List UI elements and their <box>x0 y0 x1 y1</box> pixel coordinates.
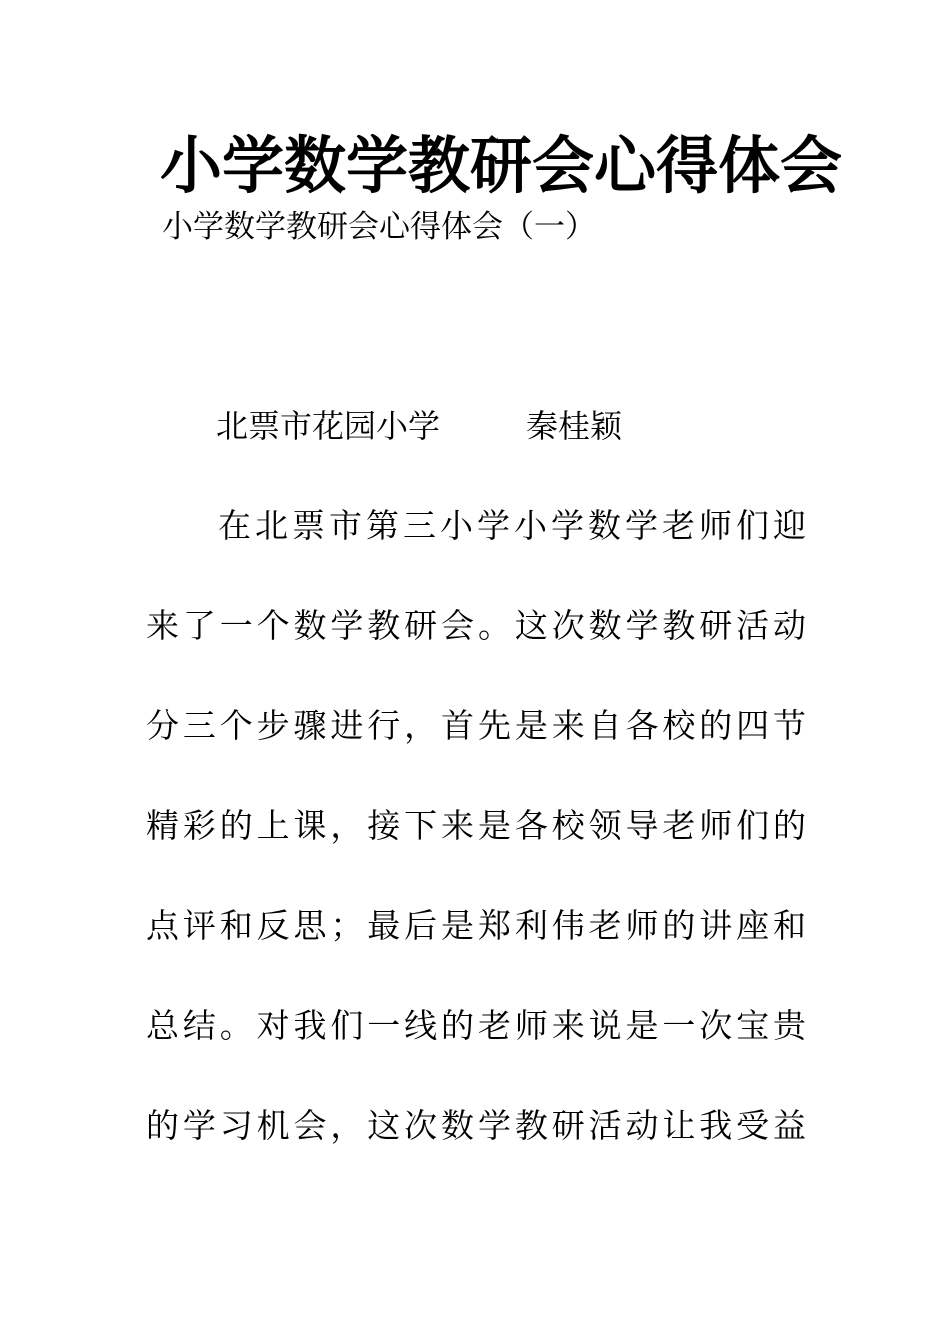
paragraph-line: 总结。对我们一线的老师来说是一次宝贵 <box>146 1006 806 1045</box>
paragraph-line: 点评和反思；最后是郑利伟老师的讲座和 <box>146 906 806 945</box>
paragraph-line: 精彩的上课，接下来是各校领导老师们的 <box>146 806 806 845</box>
school-name: 北票市花园小学 <box>216 407 441 445</box>
author-name: 秦桂颖 <box>526 407 623 445</box>
paragraph-line: 来了一个数学教研会。这次数学教研活动 <box>146 606 806 645</box>
document-title: 小学数学教研会心得体会 <box>160 129 843 202</box>
paragraph-line: 分三个步骤进行，首先是来自各校的四节 <box>146 706 806 745</box>
paragraph-line: 的学习机会，这次数学教研活动让我受益 <box>146 1106 806 1145</box>
author-line <box>216 405 622 447</box>
paragraph-line: 在北票市第三小学小学数学老师们迎 <box>218 506 806 545</box>
document-subtitle: 小学数学教研会心得体会（一） <box>162 209 596 245</box>
